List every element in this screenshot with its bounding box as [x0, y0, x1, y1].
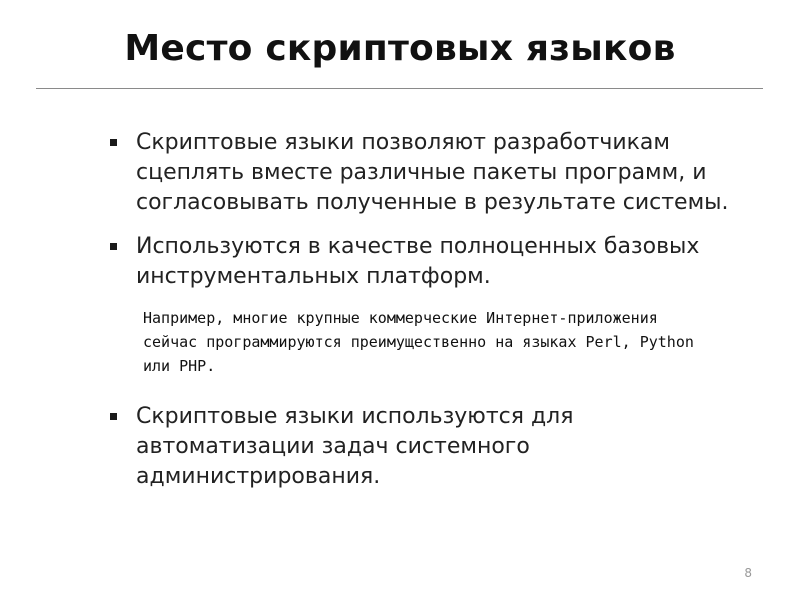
page-number: 8 — [744, 566, 752, 580]
slide-title: Место скриптовых языков — [124, 28, 676, 69]
square-bullet-icon — [110, 413, 117, 420]
bullet-item — [110, 128, 730, 218]
square-bullet-icon — [110, 139, 117, 146]
square-bullet-icon — [110, 243, 117, 250]
bullet-text: Скриптовые языки позволяют разработчикам сцеплять вместе различные пакеты программ, и согласовывать полученные в результате системы. — [136, 130, 729, 215]
bullet-text: Используются в качестве полноценных базовых инструментальных платформ. — [136, 234, 700, 289]
title-divider — [36, 88, 763, 89]
bullet-item — [110, 402, 730, 492]
bullet-item — [110, 232, 730, 292]
bullet-text: Скриптовые языки используются для автоматизации задач системного администрирования. — [136, 404, 574, 489]
slide-content — [110, 128, 730, 506]
example-note: Например, многие крупные коммерческие Интернет-приложения сейчас программируются преимущественно на языках Perl, Python или PHP. — [143, 309, 694, 375]
